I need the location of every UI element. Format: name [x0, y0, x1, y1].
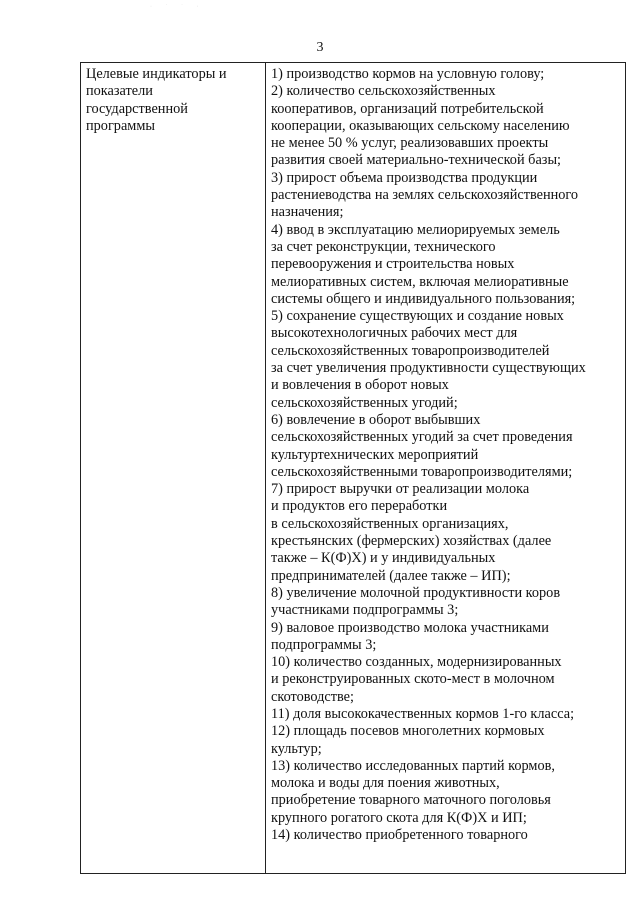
indicator-line: 12) площадь посевов многолетних кормовых — [271, 723, 545, 740]
indicator-line: 13) количество исследованных партий кормов, — [271, 757, 555, 774]
indicator-line: 8) увеличение молочной продуктивности коров — [271, 584, 561, 601]
indicator-line: кооперации, оказывающих сельскому населению — [271, 117, 570, 134]
indicator-line: высокотехнологичных рабочих мест для — [271, 325, 518, 342]
scan-artifacts: · ˙ ˙ · — [150, 4, 205, 10]
page-number: 3 — [316, 40, 324, 55]
indicator-line: подпрограммы 3; — [271, 636, 377, 653]
indicator-line: 1) производство кормов на условную голову; — [271, 66, 545, 82]
indicator-line: 7) прирост выручки от реализации молока — [271, 481, 530, 498]
indicators-list-cell — [266, 63, 626, 874]
indicator-line: растениеводства на землях сельскохозяйственного — [271, 187, 579, 204]
indicator-line: и продуктов его переработки — [271, 498, 448, 515]
indicator-line: не менее 50 % услуг, реализовавших проекты — [271, 135, 549, 152]
indicator-line: предпринимателей (далее также – ИП); — [271, 567, 511, 584]
indicator-line: за счет реконструкции, технического — [271, 238, 496, 255]
indicator-line: 6) вовлечение в оборот выбывших — [271, 411, 481, 428]
indicator-line: сельскохозяйственными товаропроизводителями; — [271, 463, 573, 480]
indicator-line: назначения; — [271, 204, 344, 221]
indicator-line: 14) количество приобретенного товарного — [271, 827, 528, 844]
indicator-line: развития своей материально-технической базы; — [271, 152, 562, 169]
indicator-line: 5) сохранение существующих и создание новых — [271, 308, 564, 325]
indicator-line: молока и воды для поения животных, — [271, 775, 500, 792]
indicator-line: системы общего и индивидуального пользования; — [271, 290, 576, 307]
indicators-heading-cell — [81, 63, 266, 874]
indicator-line: 10) количество созданных, модернизированных — [271, 654, 562, 671]
indicator-line: перевооружения и строительства новых — [271, 256, 515, 273]
indicator-line: скотоводстве; — [271, 688, 354, 705]
indicator-line: 3) прирост объема производства продукции — [271, 169, 538, 186]
indicator-line: сельскохозяйственных угодий за счет проведения — [271, 429, 573, 446]
indicator-line: 9) валовое производство молока участниками — [271, 619, 549, 636]
indicator-line: сельскохозяйственных товаропроизводителей — [271, 342, 550, 359]
indicator-line: сельскохозяйственных угодий; — [271, 394, 458, 411]
heading-line: показатели — [86, 83, 153, 100]
indicator-line: крестьянских (фермерских) хозяйствах (далее — [271, 533, 552, 550]
heading-line: государственной — [86, 100, 188, 117]
indicator-line: за счет увеличения продуктивности существующих — [271, 360, 586, 377]
indicator-line: приобретение товарного маточного поголовья — [271, 792, 551, 809]
heading-line: Целевые индикаторы и — [86, 66, 227, 82]
indicator-line: также – К(Ф)Х) и у индивидуальных — [271, 550, 496, 567]
indicator-line: кооперативов, организаций потребительской — [271, 100, 544, 117]
indicator-line: и реконструированных ското-мест в молочном — [271, 671, 555, 688]
indicator-line: крупного рогатого скота для К(Ф)Х и ИП; — [271, 809, 527, 826]
indicator-line: в сельскохозяйственных организациях, — [271, 515, 509, 532]
indicator-line: 2) количество сельскохозяйственных — [271, 83, 496, 100]
table-row — [81, 63, 626, 874]
indicator-line: 4) ввод в эксплуатацию мелиорируемых земель — [271, 221, 560, 238]
indicators-table — [80, 62, 626, 874]
indicator-line: 11) доля высококачественных кормов 1-го класса; — [271, 705, 575, 722]
indicator-line: и вовлечения в оборот новых — [271, 377, 449, 394]
heading-line: программы — [86, 117, 156, 134]
indicator-line: мелиоративных систем, включая мелиоративные — [271, 273, 569, 290]
indicator-line: участниками подпрограммы 3; — [271, 602, 459, 619]
indicator-line: культуртехнических мероприятий — [271, 446, 479, 463]
indicator-line: культур; — [271, 740, 322, 757]
